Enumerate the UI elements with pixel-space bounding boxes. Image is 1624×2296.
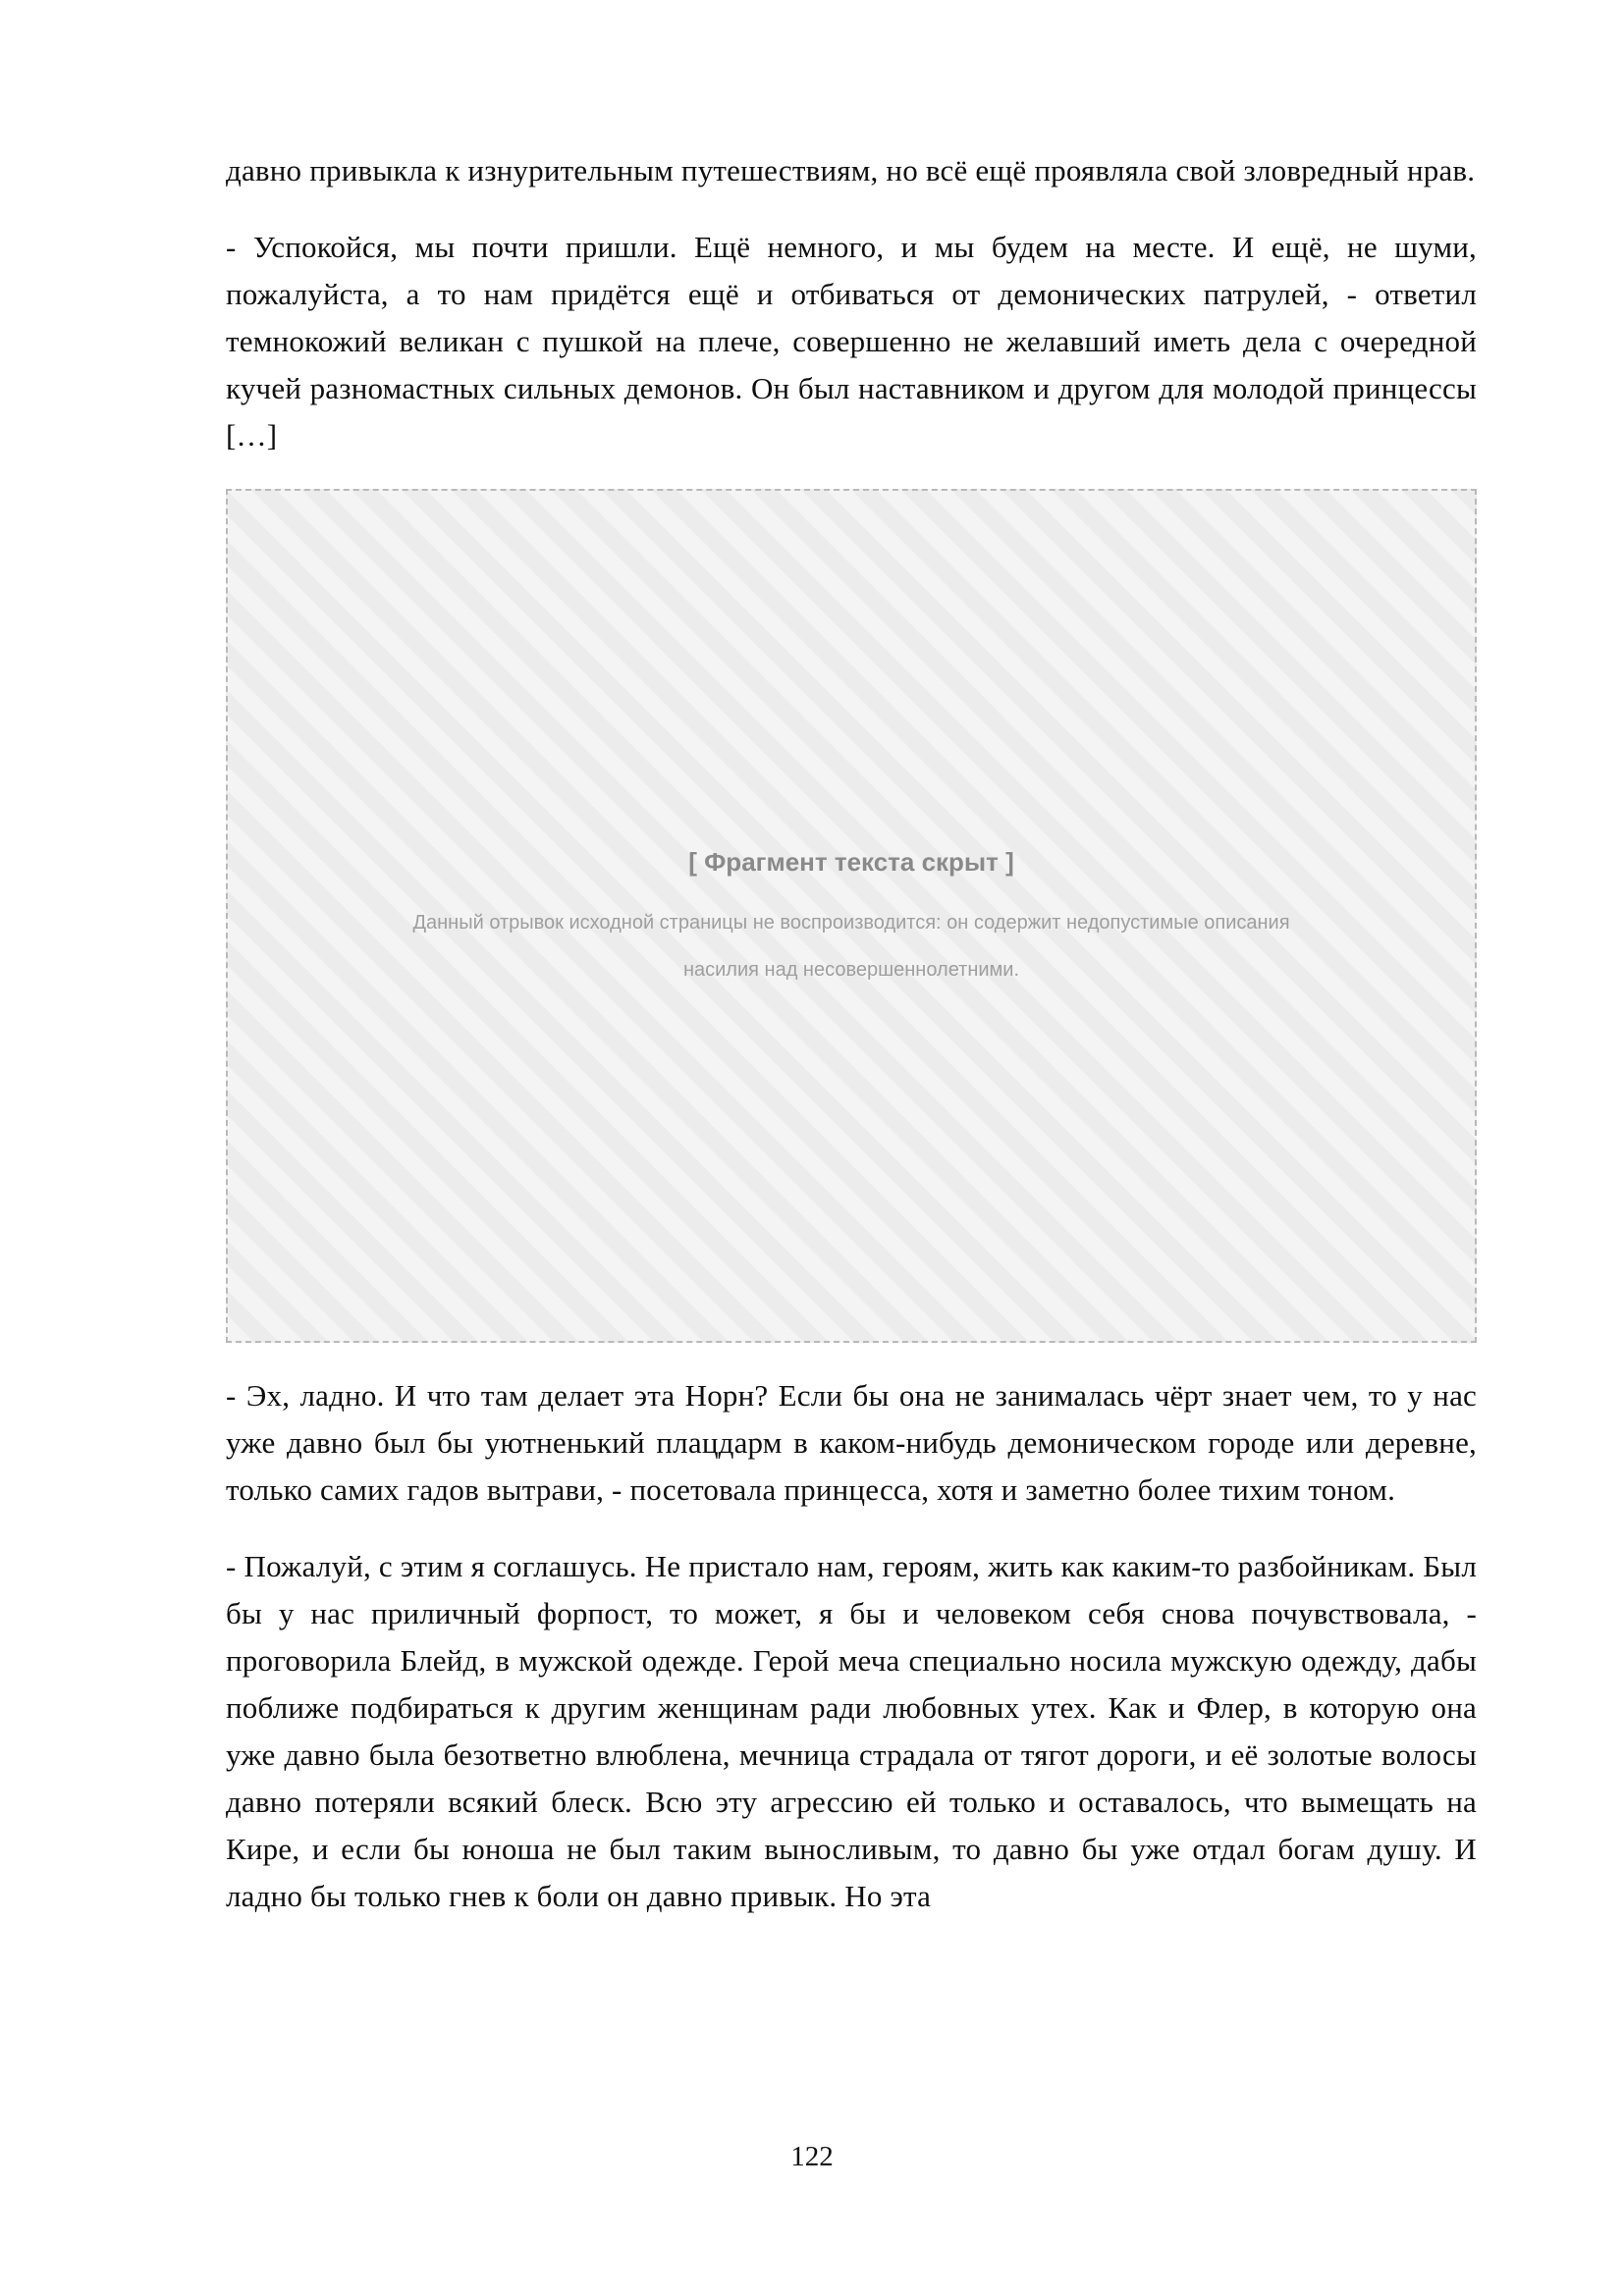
redacted-passage xyxy=(226,489,1477,1343)
paragraph: давно привыкла к изнурительным путешествиям, но всё ещё проявляла свой зловредный нрав. xyxy=(226,153,1476,187)
paragraph: - Пожалуй, с этим я соглашусь. Не пристало нам, героям, жить как каким-то разбойникам. Был бы у нас приличный форпост, то может, я бы и человеком себя снова почувствовала, - проговорила Блейд, в мужской одежде. Герой меча специально носила мужскую одежду, дабы поближе подбираться к другим женщинам ради любовных утех. Как и Флер, в которую она уже давно была безответно влюблена, мечница страдала от тягот дороги, и её золотые волосы давно потеряли всякий блеск. Всю эту агрессию ей только и оставалось, что вымещать на Кире, и если бы юноша не был таким выносливым, то давно бы уже отдал богам душу. И ладно бы только гнев к боли он давно привык. Но эта xyxy=(226,1549,1477,1913)
page-body xyxy=(226,147,1477,1920)
paragraph: - Успокойся, мы почти пришли. Ещё немного, и мы будем на месте. И ещё, не шуми, пожалуйста, а то нам придётся ещё и отбиваться от демонических патрулей, - ответил темнокожий великан с пушкой на плече, совершенно не желавший иметь дела с очередной кучей разномастных сильных демонов. Он был наставником и другом для молодой принцессы […] xyxy=(226,230,1477,453)
page-footer xyxy=(0,2132,1624,2180)
redacted-passage-note: Данный отрывок исходной страницы не воспроизводится: он содержит недопустимые описания насилия над несовершеннолетними. xyxy=(412,912,1290,981)
paragraph: - Эх, ладно. И что там делает эта Норн? Если бы она не занималась чёрт знает чем, то у нас уже давно был бы уютненький плацдарм в каком-нибудь демоническом городе или деревне, только самих гадов вытрави, - посетовала принцесса, хотя и заметно более тихим тоном. xyxy=(226,1378,1477,1507)
redacted-passage-label: [ Фрагмент текста скрыт ] xyxy=(688,847,1014,877)
page-number: 122 xyxy=(790,2141,834,2172)
